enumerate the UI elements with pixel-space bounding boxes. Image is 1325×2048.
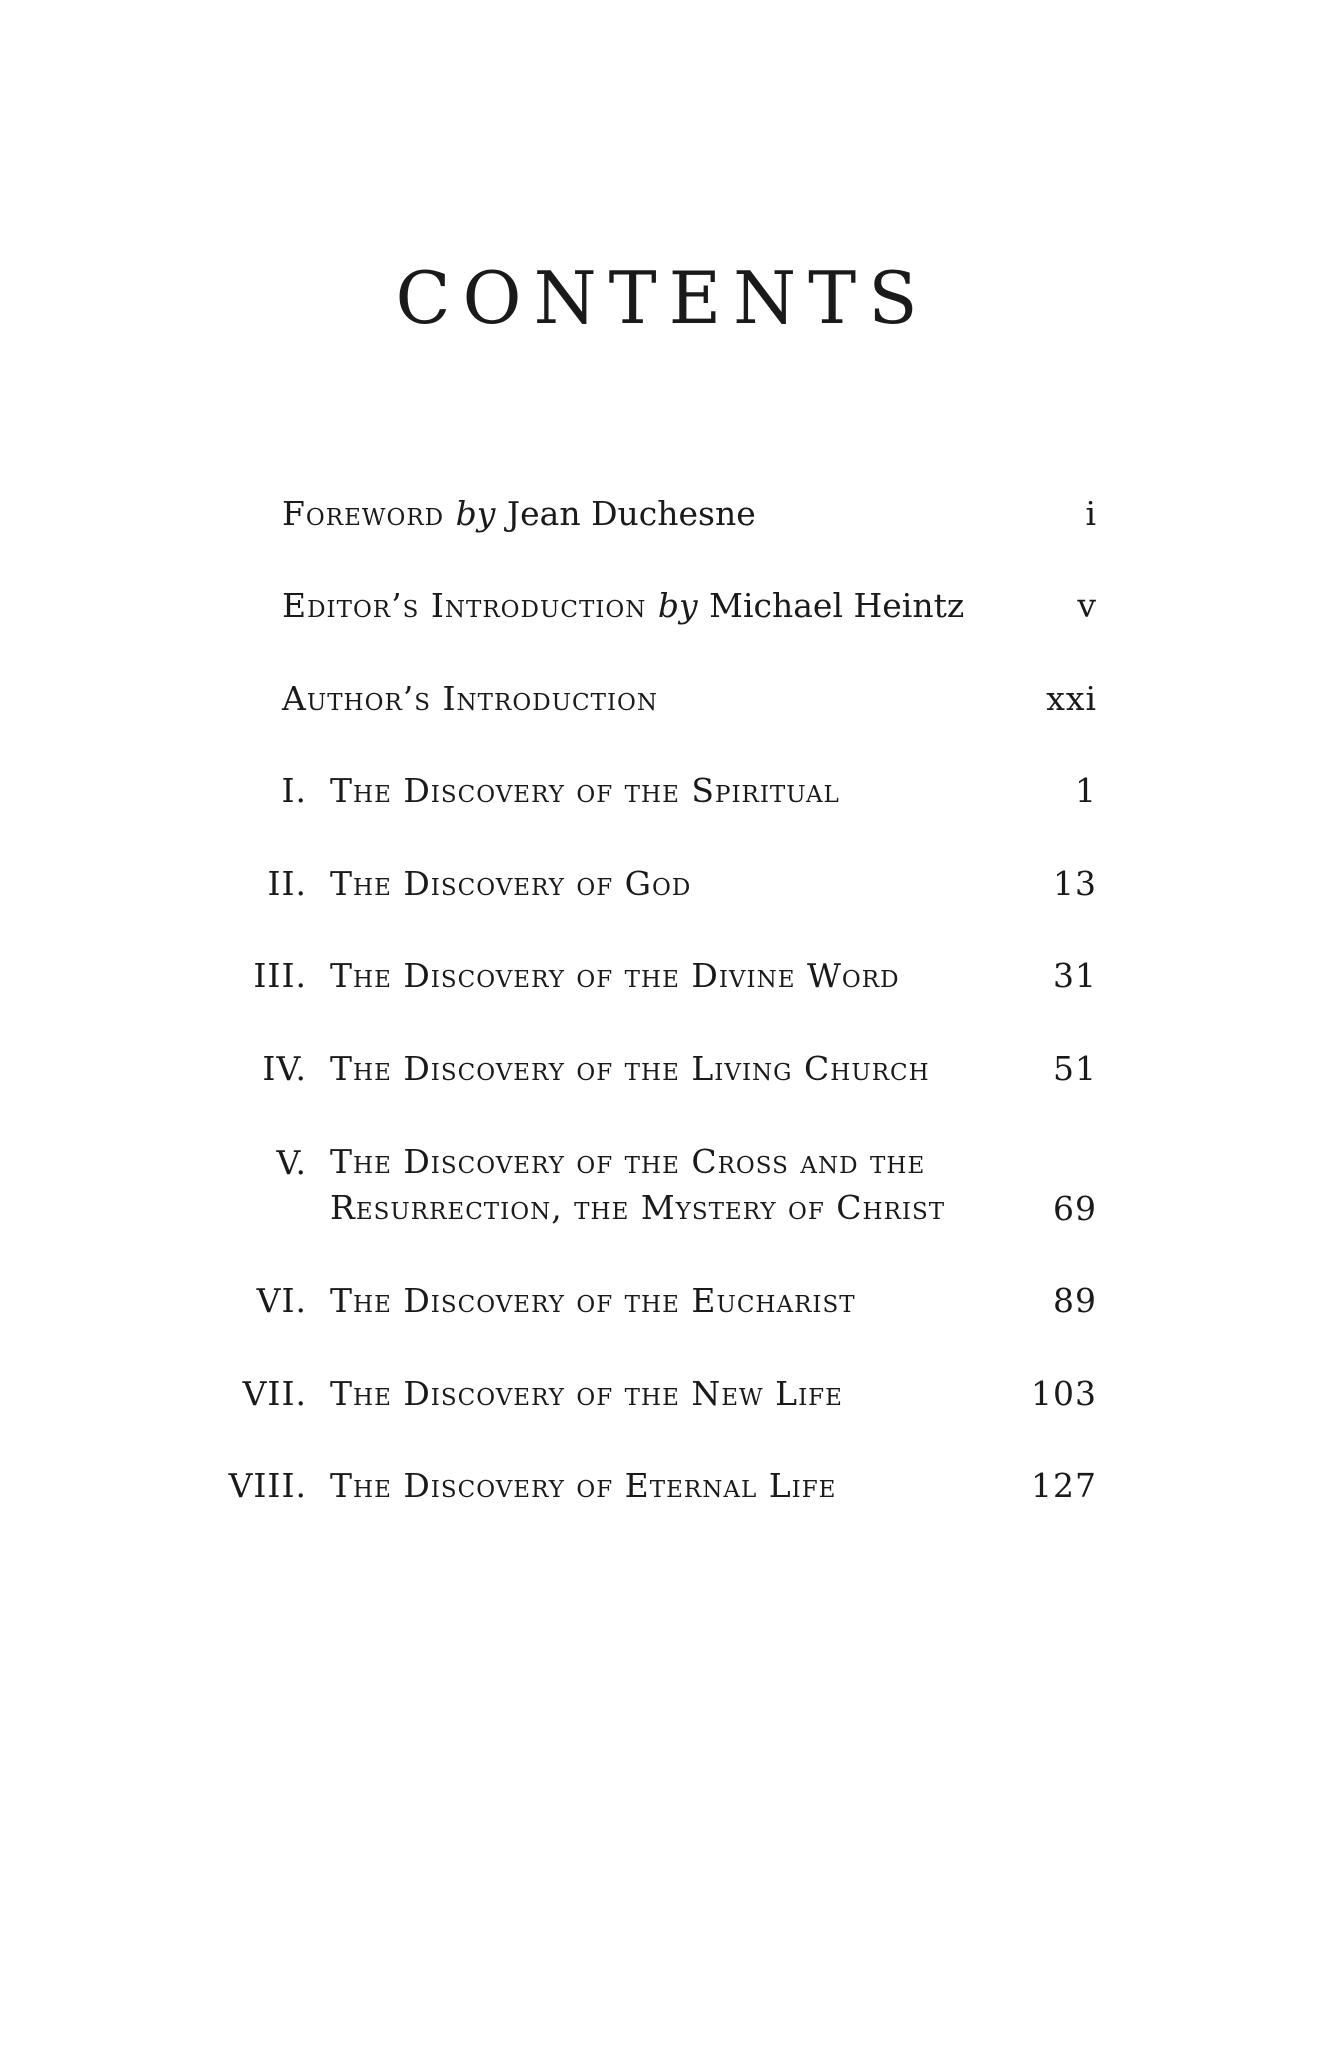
toc-entry-title: The Discovery of God (330, 864, 692, 903)
toc-entry-title: The Discovery of the Living Church (330, 1049, 930, 1088)
toc-entry-chapter-5 (0, 1143, 1325, 1233)
toc-entry-title: The Discovery of the New Life (330, 1374, 843, 1413)
toc-entry-label (282, 679, 658, 719)
toc-entry-title: The Discovery of the Spiritual (330, 771, 840, 810)
toc-entry-title-line-2: Resurrection, the Mystery of Christ (330, 1188, 946, 1227)
toc-entry-chapter-6 (0, 1281, 1325, 1321)
toc-entry-chapter-7 (0, 1374, 1325, 1414)
toc-entry-title: Editor’s Introduction (282, 586, 647, 625)
toc-entry-title: The Discovery of the Eucharist (330, 1281, 856, 1320)
toc-entry-by: by (657, 586, 698, 625)
toc-entry-numeral: III. (253, 956, 307, 995)
toc-entry-authors-introduction (0, 679, 1325, 719)
toc-entry-chapter-4 (0, 1049, 1325, 1089)
toc-entry-page: 51 (1053, 1049, 1097, 1088)
toc-entry-page: 127 (1031, 1466, 1097, 1505)
toc-entry-numeral: II. (267, 864, 307, 903)
toc-entry-title-line-1: The Discovery of the Cross and the (330, 1142, 926, 1181)
toc-entry-numeral: IV. (262, 1049, 307, 1088)
page-title: CONTENTS (395, 256, 930, 340)
toc-entry-author: Michael Heintz (709, 586, 965, 625)
toc-entry-page: 103 (1031, 1374, 1097, 1413)
toc-entry-title: Author’s Introduction (282, 679, 659, 718)
toc-entry-title (330, 1139, 945, 1231)
toc-entry-page: 89 (1053, 1281, 1097, 1320)
toc-entry-label (282, 586, 964, 626)
toc-entry-chapter-1 (0, 771, 1325, 811)
toc-entry-page: 1 (1075, 771, 1097, 810)
toc-entry-page: 13 (1053, 864, 1097, 903)
toc-entry-chapter-2 (0, 864, 1325, 904)
toc-entry-numeral: VII. (242, 1374, 307, 1413)
toc-entry-page: i (1085, 494, 1097, 533)
toc-entry-numeral: I. (281, 771, 307, 810)
toc-entry-editors-introduction (0, 586, 1325, 626)
toc-entry-numeral: V. (276, 1143, 307, 1182)
toc-entry-title: Foreword (282, 494, 445, 533)
toc-entry-page: 31 (1053, 956, 1097, 995)
toc-entry-page: xxi (1046, 679, 1097, 718)
toc-entry-numeral: VI. (256, 1281, 307, 1320)
toc-entry-title: The Discovery of Eternal Life (330, 1466, 837, 1505)
toc-entry-author: Jean Duchesne (506, 494, 756, 533)
toc-entry-page: v (1077, 586, 1097, 625)
toc-entry-numeral: VIII. (228, 1466, 307, 1505)
toc-entry-title: The Discovery of the Divine Word (330, 956, 900, 995)
toc-entry-chapter-3 (0, 956, 1325, 996)
toc-entry-chapter-8 (0, 1466, 1325, 1506)
toc-entry-page: 69 (1053, 1189, 1097, 1228)
toc-entry-foreword (0, 494, 1325, 534)
toc-entry-by: by (455, 494, 496, 533)
toc-entry-label (282, 494, 756, 534)
